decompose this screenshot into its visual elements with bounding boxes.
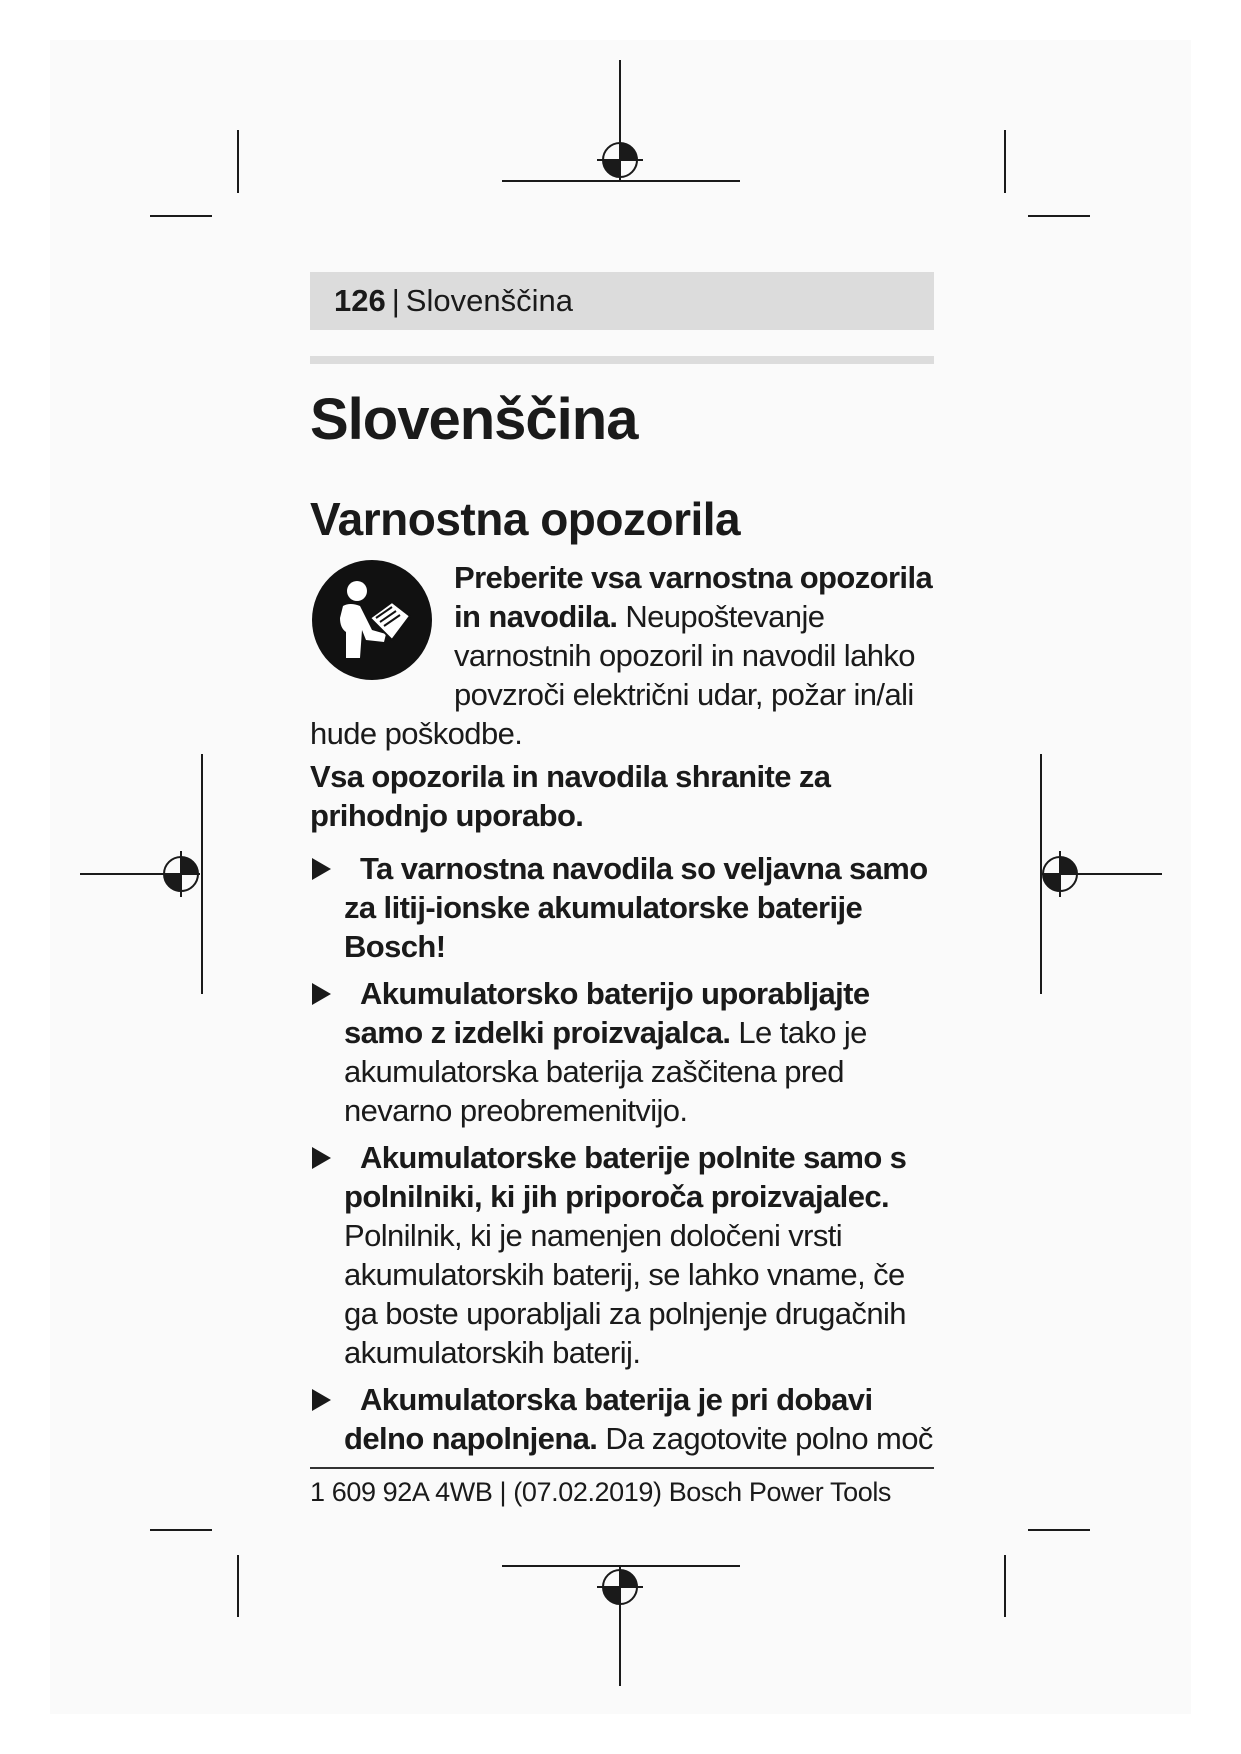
bullet-arrow-icon (312, 1389, 331, 1411)
page-title: Slovenščina (310, 387, 638, 452)
bullet-bold-text: Akumulatorska baterija je pri dobavi delno napolnjena. (344, 1382, 873, 1456)
header-separator: | (391, 283, 400, 318)
list-item (310, 849, 934, 966)
intro-text: Neupoštevanje varnostnih opozoril in navodil lahko povzroči električni udar, požar in/ali hude poškodbe. (310, 599, 915, 751)
keep-instructions-text: Vsa opozorila in navodila shranite za prihodnjo uporabo. (310, 759, 831, 833)
bullet-text: Da zagotovite polno moč (597, 1421, 933, 1456)
page-number: 126 (334, 283, 386, 318)
list-item (310, 1138, 934, 1372)
page-footer (310, 1467, 934, 1508)
bullet-bold-text: Ta varnostna navodila so veljavna samo za litij-ionske akumulatorske baterije Bosch! (344, 851, 928, 964)
bullet-text: Le tako je akumulatorska baterija zaščitena pred nevarno preobremenitvijo. (344, 1015, 867, 1128)
safety-bullet-list (310, 849, 934, 1458)
bullet-text: Polnilnik, ki je namenjen določeni vrsti akumulatorskih baterij, se lahko vname, če ga boste uporabljali za polnjenje drugačnih akumulatorskih baterij. (344, 1218, 906, 1370)
bullet-arrow-icon (312, 1147, 331, 1169)
header-language: Slovenščina (405, 283, 573, 318)
list-item (310, 1380, 934, 1458)
section-heading: Varnostna opozorila (310, 493, 741, 545)
bullet-arrow-icon (312, 858, 331, 880)
document-content (310, 272, 934, 1466)
bullet-arrow-icon (312, 983, 331, 1005)
footer-doc-number: 1 609 92A 4WB (310, 1477, 493, 1507)
intro-paragraph (310, 558, 934, 753)
bullet-bold-text: Akumulatorske baterije polnite samo s polnilniki, ki jih priporoča proizvajalec. (344, 1140, 907, 1214)
footer-separator: | (499, 1477, 507, 1507)
intro-bold-text: Preberite vsa varnostna opozorila in navodila. (454, 560, 933, 634)
bullet-bold-text: Akumulatorsko baterijo uporabljajte samo z izdelki proizvajalca. (344, 976, 870, 1050)
list-item (310, 974, 934, 1130)
header-rule (310, 356, 934, 364)
footer-date-publisher: (07.02.2019) Bosch Power Tools (513, 1477, 892, 1507)
page-header (310, 272, 934, 330)
read-manual-icon (310, 558, 434, 682)
